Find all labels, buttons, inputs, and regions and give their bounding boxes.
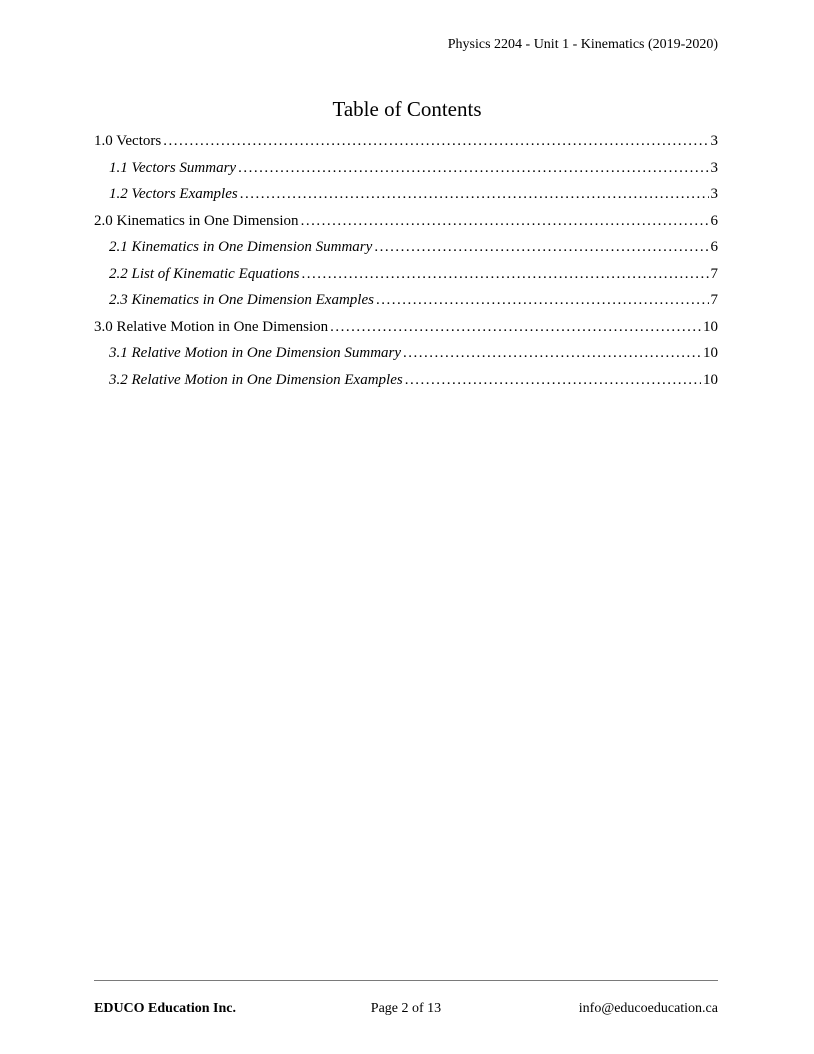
toc-entry-label: 2.2 List of Kinematic Equations: [109, 265, 300, 282]
toc-dot-leader: [240, 184, 709, 204]
toc-entry-vectors-examples[interactable]: [94, 184, 718, 211]
toc-entry-relative-motion-summary[interactable]: [94, 343, 718, 370]
toc-dot-leader: [405, 370, 701, 390]
toc-page-number: 3: [710, 159, 718, 176]
toc-page-number: 10: [703, 345, 718, 361]
toc-dot-leader: [403, 343, 701, 363]
footer-email: info@educoeducation.ca: [578, 1001, 718, 1016]
running-header: Physics 2204 - Unit 1 - Kinematics (2019-2020): [447, 37, 718, 52]
toc-entry-relative-motion[interactable]: [94, 317, 718, 344]
toc-entry-relative-motion-examples[interactable]: [94, 370, 718, 397]
toc-dot-leader: [301, 211, 709, 231]
toc-dot-leader: [374, 237, 708, 257]
toc-entry-kinematics[interactable]: [94, 211, 718, 238]
toc-entry-label: 1.1 Vectors Summary: [109, 159, 237, 176]
toc-entry-label: 2.0 Kinematics in One Dimension: [94, 212, 299, 229]
toc-entry-label: 2.1 Kinematics in One Dimension Summary: [109, 239, 373, 255]
toc-page-number: 7: [710, 265, 718, 282]
toc-entry-label: 3.2 Relative Motion in One Dimension Examples: [109, 371, 403, 388]
footer-divider: [94, 980, 718, 981]
toc-page-number: 10: [703, 371, 718, 388]
toc-page-number: 3: [710, 186, 718, 202]
footer-company: EDUCO Education Inc.: [94, 1001, 236, 1016]
toc-title: Table of Contents: [332, 97, 482, 121]
toc-page-number: 10: [703, 318, 718, 335]
toc-dot-leader: [238, 158, 708, 178]
toc-page-number: 6: [710, 212, 718, 229]
toc-dot-leader: [376, 290, 709, 310]
toc-page-number: 7: [710, 292, 718, 308]
toc-entry-vectors-summary[interactable]: [94, 158, 718, 185]
toc-entry-kinematic-equations[interactable]: [94, 264, 718, 291]
toc-page-number: 6: [710, 239, 718, 255]
toc-entry-label: 2.3 Kinematics in One Dimension Examples: [109, 292, 374, 308]
toc-entry-label: 3.0 Relative Motion in One Dimension: [94, 318, 329, 335]
toc-entry-label: 1.0 Vectors: [94, 133, 162, 149]
toc-dot-leader: [301, 264, 708, 284]
toc-entry-vectors[interactable]: [94, 131, 718, 158]
table-of-contents: [94, 131, 718, 396]
toc-entry-label: 1.2 Vectors Examples: [109, 186, 238, 202]
toc-entry-label: 3.1 Relative Motion in One Dimension Summary: [109, 345, 402, 361]
toc-entry-kinematics-summary[interactable]: [94, 237, 718, 264]
toc-dot-leader: [163, 131, 708, 151]
toc-dot-leader: [330, 317, 701, 337]
footer-page-number: Page 2 of 13: [370, 1001, 442, 1016]
toc-entry-kinematics-examples[interactable]: [94, 290, 718, 317]
page-footer: [94, 1000, 718, 1020]
toc-page-number: 3: [710, 133, 718, 149]
